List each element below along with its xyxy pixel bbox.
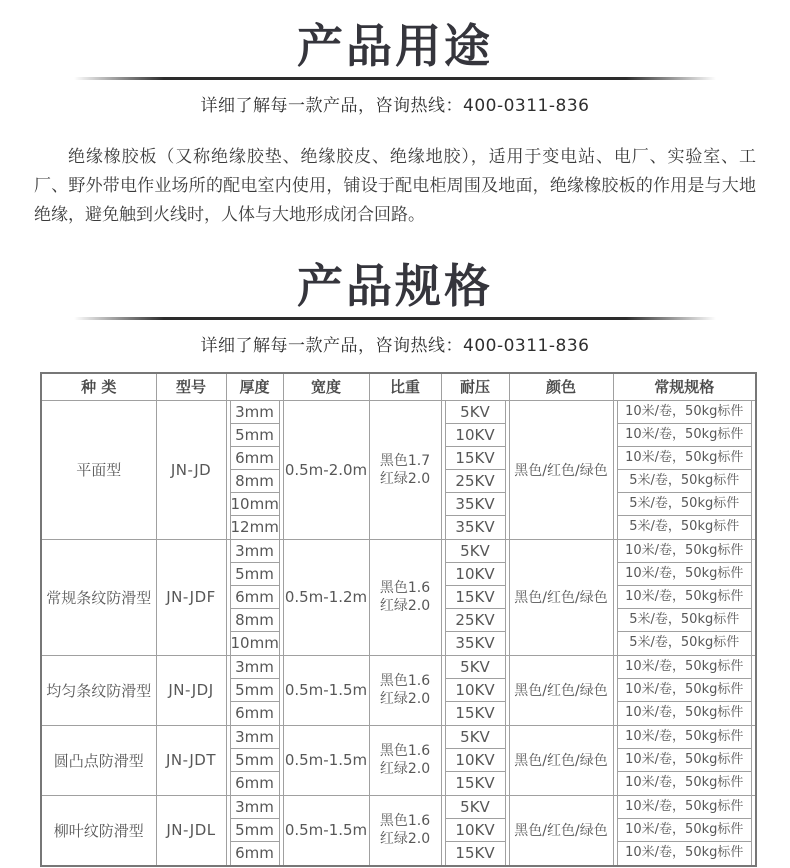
cell-thickness: 3mm bbox=[226, 539, 283, 563]
cell-type: 圆凸点防滑型 bbox=[41, 725, 156, 795]
cell-spec: 10米/卷，50kg标件 bbox=[613, 447, 756, 470]
cell-type: 柳叶纹防滑型 bbox=[41, 795, 156, 866]
cell-thickness: 6mm bbox=[226, 447, 283, 470]
cell-voltage: 10KV bbox=[441, 679, 509, 702]
cell-thickness: 6mm bbox=[226, 842, 283, 866]
cell-spec: 10米/卷，50kg标件 bbox=[613, 725, 756, 749]
cell-width: 0.5m-1.2m bbox=[283, 539, 369, 655]
cell-thickness: 8mm bbox=[226, 470, 283, 493]
usage-section bbox=[0, 0, 790, 230]
cell-spec: 10米/卷，50kg标件 bbox=[613, 539, 756, 563]
cell-voltage: 10KV bbox=[441, 563, 509, 586]
column-header-4: 比重 bbox=[369, 373, 441, 400]
cell-voltage: 15KV bbox=[441, 702, 509, 726]
cell-voltage: 15KV bbox=[441, 586, 509, 609]
column-header-6: 颜色 bbox=[509, 373, 613, 400]
cell-width: 0.5m-1.5m bbox=[283, 725, 369, 795]
cell-thickness: 5mm bbox=[226, 563, 283, 586]
cell-model: JN-JDT bbox=[156, 725, 226, 795]
cell-voltage: 35KV bbox=[441, 632, 509, 656]
cell-voltage: 10KV bbox=[441, 819, 509, 842]
cell-voltage: 10KV bbox=[441, 424, 509, 447]
column-header-3: 宽度 bbox=[283, 373, 369, 400]
cell-voltage: 35KV bbox=[441, 516, 509, 540]
cell-thickness: 3mm bbox=[226, 795, 283, 819]
cell-gravity: 黑色1.6 红绿2.0 bbox=[369, 725, 441, 795]
cell-thickness: 12mm bbox=[226, 516, 283, 540]
cell-spec: 10米/卷，50kg标件 bbox=[613, 749, 756, 772]
cell-thickness: 8mm bbox=[226, 609, 283, 632]
cell-voltage: 5KV bbox=[441, 400, 509, 424]
usage-paragraph: 绝缘橡胶板（又称绝缘胶垫、绝缘胶皮、绝缘地胶），适用于变电站、电厂、实验室、工厂、野外带电作业场所的配电室内使用，铺设于配电柜周围及地面，绝缘橡胶板的作用是与大地绝缘，避免触到火线时，人体与大地形成闭合回路。 bbox=[34, 147, 756, 225]
cell-model: JN-JDF bbox=[156, 539, 226, 655]
usage-title-divider bbox=[74, 77, 716, 80]
column-header-7: 常规规格 bbox=[613, 373, 756, 400]
table-header-row bbox=[41, 373, 756, 400]
cell-voltage: 5KV bbox=[441, 795, 509, 819]
cell-spec: 5米/卷，50kg标件 bbox=[613, 632, 756, 656]
cell-voltage: 5KV bbox=[441, 655, 509, 679]
column-header-0: 种 类 bbox=[41, 373, 156, 400]
usage-hotline: 详细了解每一款产品，咨询热线：400-0311-836 bbox=[200, 96, 590, 116]
cell-thickness: 6mm bbox=[226, 586, 283, 609]
cell-spec: 10米/卷，50kg标件 bbox=[613, 424, 756, 447]
cell-thickness: 10mm bbox=[226, 632, 283, 656]
table-body bbox=[41, 400, 756, 866]
usage-title: 产品用途 bbox=[297, 19, 493, 73]
cell-thickness: 3mm bbox=[226, 400, 283, 424]
table-row bbox=[41, 795, 756, 819]
cell-spec: 10米/卷，50kg标件 bbox=[613, 563, 756, 586]
cell-gravity: 黑色1.6 红绿2.0 bbox=[369, 655, 441, 725]
cell-spec: 10米/卷，50kg标件 bbox=[613, 819, 756, 842]
cell-color: 黑色/红色/绿色 bbox=[509, 655, 613, 725]
cell-thickness: 5mm bbox=[226, 424, 283, 447]
cell-thickness: 3mm bbox=[226, 655, 283, 679]
cell-thickness: 10mm bbox=[226, 493, 283, 516]
cell-spec: 10米/卷，50kg标件 bbox=[613, 586, 756, 609]
cell-voltage: 15KV bbox=[441, 842, 509, 866]
spec-hotline: 详细了解每一款产品，咨询热线：400-0311-836 bbox=[200, 336, 590, 356]
cell-spec: 10米/卷，50kg标件 bbox=[613, 679, 756, 702]
cell-type: 常规条纹防滑型 bbox=[41, 539, 156, 655]
cell-voltage: 15KV bbox=[441, 772, 509, 796]
cell-width: 0.5m-1.5m bbox=[283, 655, 369, 725]
spec-table bbox=[40, 372, 757, 867]
cell-spec: 5米/卷，50kg标件 bbox=[613, 493, 756, 516]
cell-color: 黑色/红色/绿色 bbox=[509, 400, 613, 539]
cell-thickness: 3mm bbox=[226, 725, 283, 749]
cell-spec: 10米/卷，50kg标件 bbox=[613, 772, 756, 796]
table-row bbox=[41, 400, 756, 424]
table-row bbox=[41, 655, 756, 679]
cell-spec: 10米/卷，50kg标件 bbox=[613, 655, 756, 679]
cell-width: 0.5m-2.0m bbox=[283, 400, 369, 539]
cell-spec: 10米/卷，50kg标件 bbox=[613, 842, 756, 866]
cell-model: JN-JDL bbox=[156, 795, 226, 866]
cell-spec: 10米/卷，50kg标件 bbox=[613, 400, 756, 424]
column-header-5: 耐压 bbox=[441, 373, 509, 400]
cell-thickness: 5mm bbox=[226, 819, 283, 842]
cell-spec: 5米/卷，50kg标件 bbox=[613, 609, 756, 632]
cell-model: JN-JD bbox=[156, 400, 226, 539]
cell-gravity: 黑色1.6 红绿2.0 bbox=[369, 539, 441, 655]
cell-voltage: 25KV bbox=[441, 470, 509, 493]
cell-spec: 10米/卷，50kg标件 bbox=[613, 795, 756, 819]
cell-voltage: 35KV bbox=[441, 493, 509, 516]
column-header-1: 型号 bbox=[156, 373, 226, 400]
cell-voltage: 10KV bbox=[441, 749, 509, 772]
column-header-2: 厚度 bbox=[226, 373, 283, 400]
cell-spec: 5米/卷，50kg标件 bbox=[613, 516, 756, 540]
cell-color: 黑色/红色/绿色 bbox=[509, 539, 613, 655]
cell-width: 0.5m-1.5m bbox=[283, 795, 369, 866]
cell-voltage: 5KV bbox=[441, 539, 509, 563]
cell-voltage: 5KV bbox=[441, 725, 509, 749]
cell-type: 均匀条纹防滑型 bbox=[41, 655, 156, 725]
cell-thickness: 5mm bbox=[226, 679, 283, 702]
spec-title-divider bbox=[74, 317, 716, 320]
spec-section bbox=[0, 230, 790, 867]
table-row bbox=[41, 539, 756, 563]
cell-gravity: 黑色1.6 红绿2.0 bbox=[369, 795, 441, 866]
table-row bbox=[41, 725, 756, 749]
cell-spec: 5米/卷，50kg标件 bbox=[613, 470, 756, 493]
spec-title: 产品规格 bbox=[297, 259, 493, 313]
cell-thickness: 5mm bbox=[226, 749, 283, 772]
cell-thickness: 6mm bbox=[226, 772, 283, 796]
cell-color: 黑色/红色/绿色 bbox=[509, 725, 613, 795]
cell-voltage: 15KV bbox=[441, 447, 509, 470]
cell-thickness: 6mm bbox=[226, 702, 283, 726]
cell-gravity: 黑色1.7 红绿2.0 bbox=[369, 400, 441, 539]
cell-model: JN-JDJ bbox=[156, 655, 226, 725]
cell-voltage: 25KV bbox=[441, 609, 509, 632]
cell-color: 黑色/红色/绿色 bbox=[509, 795, 613, 866]
cell-spec: 10米/卷，50kg标件 bbox=[613, 702, 756, 726]
cell-type: 平面型 bbox=[41, 400, 156, 539]
